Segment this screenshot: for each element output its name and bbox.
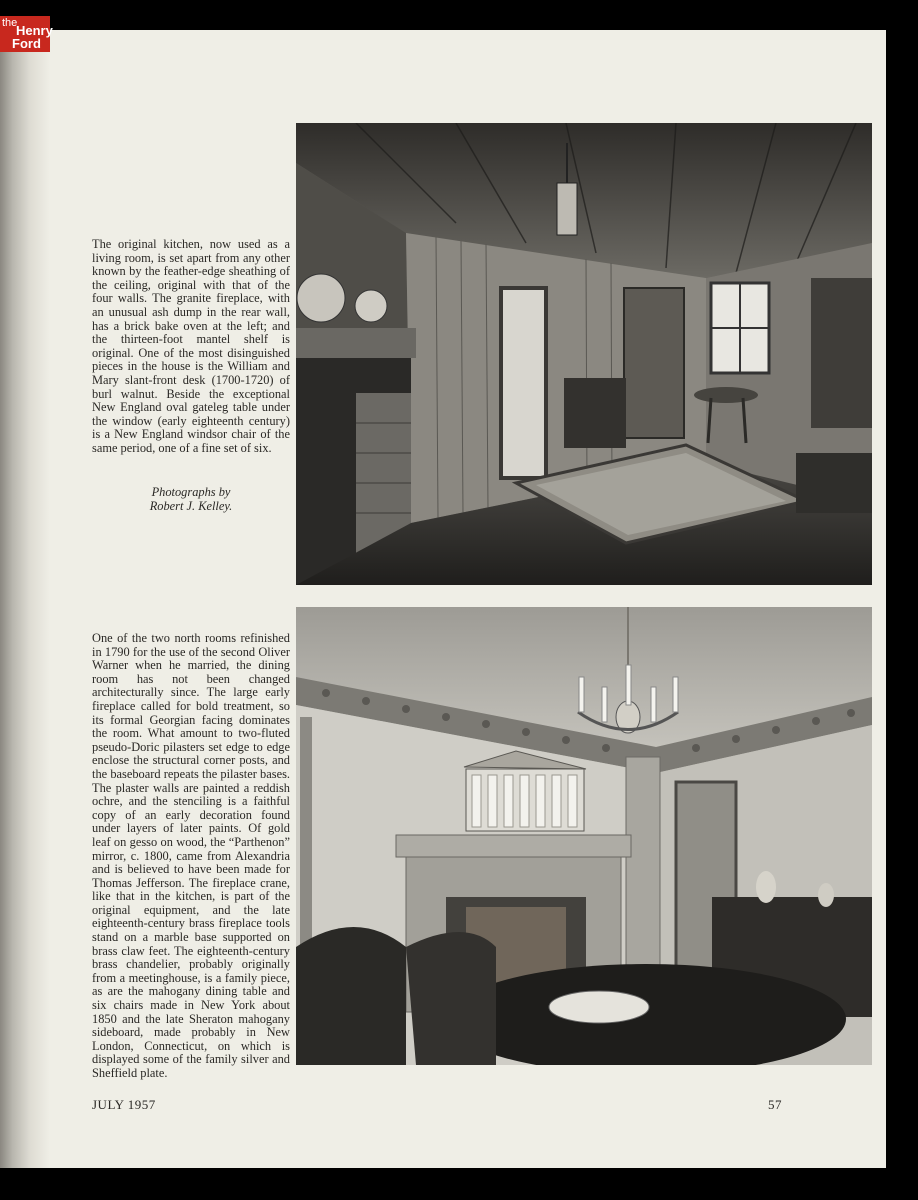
- kitchen-caption: The original kitchen, now used as a living room, is set apart from any other known by the feather-edge sheathing of the ceiling, original with that of the four walls. The granite fireplace, with an unusual ash dump in the rear wall, has a brick bake oven at the left; and the thirteen-foot mantel shelf is original. One of the most disinguished pieces in the house is the William and Mary slant-front desk (1700-1720) of burl walnut. Beside the exceptional New England oval gateleg table under the window (early eighteenth century) is a New England windsor chair of the same period, one of a fine set of six.: [92, 237, 290, 455]
- dining-room-photo: [296, 607, 872, 1065]
- kitchen-photo: [296, 123, 872, 585]
- photo-credit: Photographs by Robert J. Kelley.: [149, 485, 233, 513]
- scan-border: [0, 1168, 918, 1200]
- issue-date: JULY 1957: [92, 1097, 156, 1112]
- page-spine-shadow: [0, 30, 50, 1168]
- dining-room-caption: One of the two north rooms refinished in 1790 for the use of the second Oliver Warner when he married, the dining room has not been changed architecturally since. The large early fireplace called for bold treatment, so its formal Georgian facing dominates the room. What amount to two-fluted pseudo-Doric pilasters set edge to edge enclose the structural corner posts, and the baseboard repeats the pilaster bases. The plaster walls are painted a reddish ochre, and the stenciling is a faithful copy of an early decoration found under layers of later paints. Of gold leaf on gesso on wood, the “Parthenon” mirror, c. 1800, came from Alexandria and is believed to have been made for Thomas Jefferson. The fireplace crane, like that in the kitchen, is part of the original equipment, and the late eighteenth-century brass fireplace tools stand on a marble base supported on brass claw feet. The eighteenth-century brass chandelier, probably originally from a meetinghouse, is a family piece, as are the mahogany dining table and six chairs made in New York about 1850 and the late Sheraton mahogany sideboard, made probably in New London, Connecticut, on which is displayed some of the family silver and Sheffield plate.: [92, 631, 290, 1080]
- henry-ford-logo: the Henry Ford: [2, 17, 53, 51]
- page-number: 57: [768, 1097, 782, 1112]
